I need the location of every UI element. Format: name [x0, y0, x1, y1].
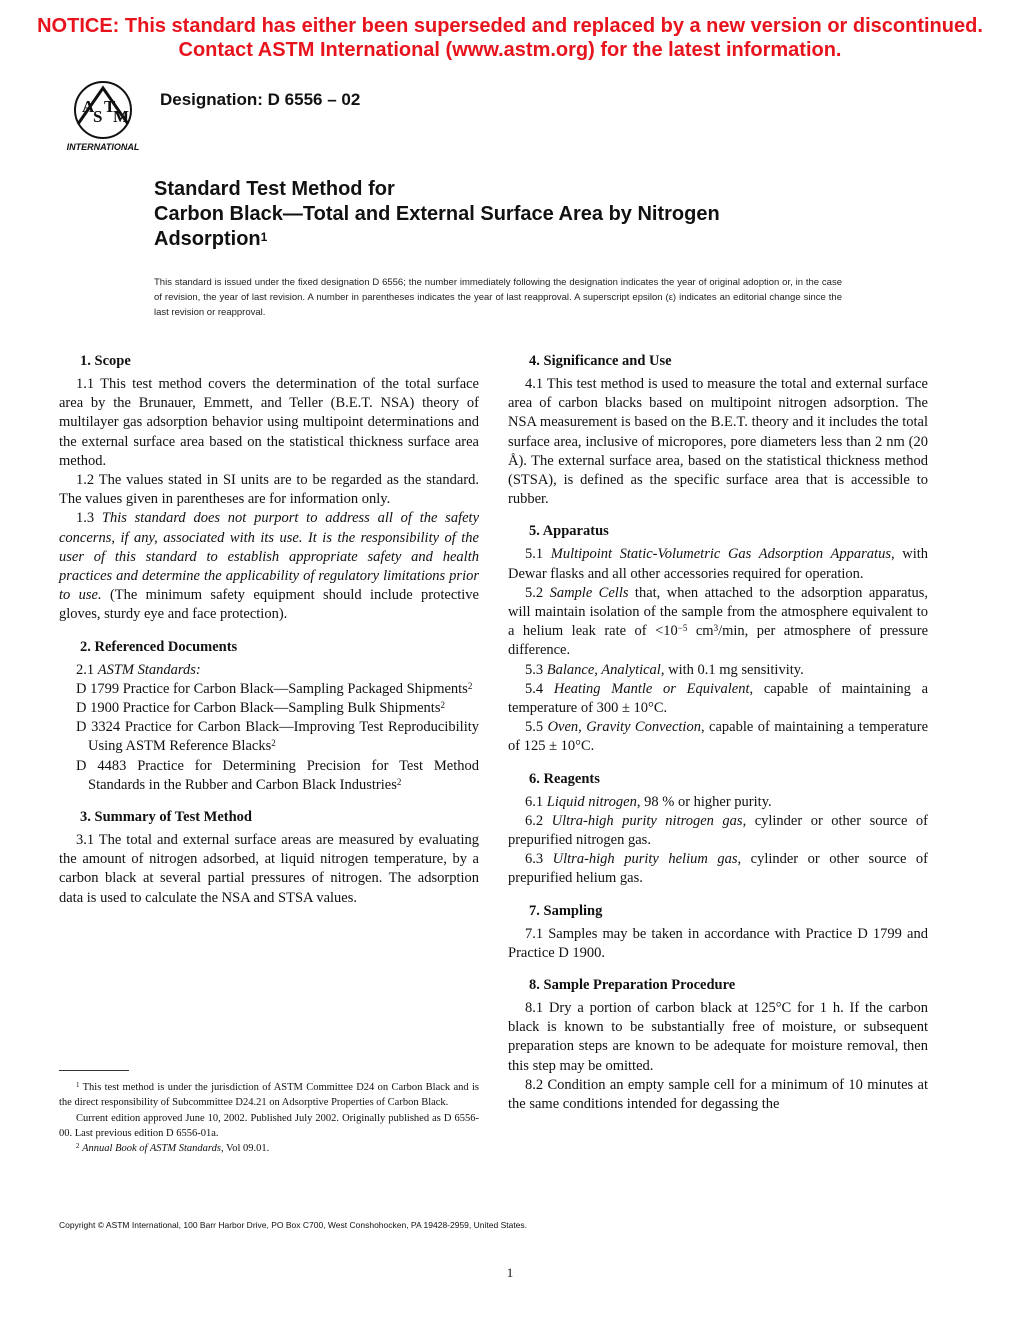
reference-item: [59, 718, 479, 756]
footnote-2-rest: , Vol 09.01.: [220, 1143, 270, 1155]
para-6-2: [508, 812, 928, 850]
footnote-2-italic: Annual Book of ASTM Standards: [82, 1143, 221, 1155]
section-3-heading: 3. Summary of Test Method: [80, 809, 252, 826]
para-1-3-rest: (The minimum safety equipment should include protective gloves, sturdy eye and face protection).: [59, 587, 479, 623]
para-3-1: 3.1 The total and external surface areas are measured by evaluating the amount of nitrogen adsorbed, at liquid nitrogen temperature, by a carbon black at several partial pressures of nitrogen. The adsorption data is used to calculate the NSA and STSA values.: [59, 832, 479, 906]
reference-text: D 3324 Practice for Carbon Black—Improving Test Reproducibility Using ASTM Reference Blacks: [76, 719, 479, 755]
para-5-2-rest-c: /min, per atmosphere of pressure difference.: [508, 623, 929, 659]
reference-sup: 2: [467, 680, 473, 691]
para-4-1: 4.1 This test method is used to measure the total and external surface area of carbon blacks based on multipoint nitrogen adsorption. The NSA measurement is based on the B.E.T. theory and it includes the total surface area, inclusive of micropores, pore diameters less than 2 nm (20 Å). The external surface area, based on the statistical thickness method (STSA), is defined as the specific surface area that is accessible to rubber.: [508, 376, 928, 508]
para-5-5: [508, 718, 928, 756]
para-6-3: [508, 850, 928, 888]
section-5-heading: 5. Apparatus: [529, 523, 609, 540]
para-5-2-rest-b: cm: [687, 623, 714, 640]
para-5-3-rest: , with 0.1 mg sensitivity.: [660, 661, 804, 678]
designation: Designation: D 6556 – 02: [160, 90, 361, 109]
para-5-4: [508, 680, 928, 718]
section-6-heading: 6. Reagents: [529, 770, 600, 787]
para-6-3-rest: , cylinder or other source of prepurified helium gas.: [508, 851, 928, 887]
para-6-3-italic: Ultra-high purity helium gas: [552, 851, 738, 868]
section-4-heading: 4. Significance and Use: [529, 353, 672, 369]
document-title: [154, 177, 914, 252]
footnote-1: [59, 1080, 479, 1111]
section-7-heading: 7. Sampling: [529, 902, 603, 919]
para-1-3-italic: This standard does not purport to address all of the safety concerns, if any, associated with its use. It is the responsibility of the user of this standard to establish appropriate safety and health practices and determine the applicability of regulatory limitations prior to use.: [59, 510, 480, 604]
para-5-1-italic: Multipoint Static-Volumetric Gas Adsorption Apparatus: [550, 546, 891, 563]
title-line-1: Standard Test Method for: [154, 178, 395, 200]
svg-text:M: M: [113, 107, 130, 126]
para-1-1: 1.1 This test method covers the determination of the total surface area by the Brunauer, Emmett, and Teller (B.E.T. NSA) theory of multilayer gas adsorption behavior using multipoint determinations and the external surface area based on the statistical thickness surface area method.: [59, 376, 479, 469]
issue-note: This standard is issued under the fixed designation D 6556; the number immediately following the designation indicates the year of original adoption or, in the case of revision, the year of last revision. A number in parentheses indicates the year of last reapproval. A superscript epsilon (ε) indicates an editorial change since the last revision or reapproval.: [154, 277, 842, 318]
para-5-2-sup1: −5: [677, 623, 688, 634]
reference-sup: 2: [396, 776, 402, 787]
para-8-2: 8.2 Condition an empty sample cell for a minimum of 10 minutes at the same conditions intended for degassing the: [508, 1076, 928, 1113]
svg-text:S: S: [93, 107, 103, 126]
astm-international-logo-icon: [60, 80, 146, 154]
para-5-3-num: 5.3: [525, 661, 547, 678]
para-5-5-num: 5.5: [525, 719, 548, 736]
footnote-2: [59, 1141, 479, 1156]
para-5-3-italic: Balance, Analytical: [546, 661, 661, 678]
copyright: Copyright © ASTM International, 100 Barr Harbor Drive, PO Box C700, West Conshohocken, PA 19428-2959, United States.: [59, 1220, 528, 1230]
para-5-2-num: 5.2: [525, 584, 550, 601]
para-5-2-italic: Sample Cells: [549, 584, 629, 601]
logo-text: INTERNATIONAL: [66, 142, 140, 152]
svg-text:T: T: [104, 97, 116, 116]
footnote-1-mark: 1: [76, 1081, 80, 1089]
para-2-1: [59, 661, 479, 680]
reference-text: D 1900 Practice for Carbon Black—Sampling Bulk Shipments: [76, 700, 441, 717]
section-2-heading: 2. Referenced Documents: [80, 638, 238, 655]
astm-logo: [60, 80, 146, 154]
reference-item: [59, 699, 479, 718]
reference-sup: 2: [271, 738, 276, 749]
para-5-5-rest: , capable of maintaining a temperature of 125 ± 10°C.: [508, 719, 929, 755]
para-6-3-num: 6.3: [525, 851, 553, 868]
left-column: [59, 352, 479, 908]
para-6-1-rest: , 98 % or higher purity.: [636, 793, 772, 810]
para-5-2: [508, 584, 928, 661]
section-1-heading: 1. Scope: [80, 353, 131, 369]
para-5-3: [508, 661, 928, 680]
para-8-1: 8.1 Dry a portion of carbon black at 125°C for 1 h. If the carbon black is known to be substantially free of moisture, or subsequent preparation steps are known to be adequate for moisture removal, then this step may be omitted.: [508, 1000, 928, 1074]
para-1-3: [59, 509, 479, 624]
para-7-1: 7.1 Samples may be taken in accordance with Practice D 1799 and Practice D 1900.: [508, 925, 928, 961]
notice-banner: [0, 14, 1020, 62]
footnote-1-text: This test method is under the jurisdiction of ASTM Committee D24 on Carbon Black and is the direct responsibility of Subcommittee D24.21 on Adsorptive Properties of Carbon Black.: [59, 1082, 479, 1109]
svg-text:A: A: [82, 97, 95, 116]
para-5-2-sup2: 3: [713, 623, 719, 634]
para-6-1-num: 6.1: [525, 793, 547, 810]
title-line-3-text: Adsorption: [154, 228, 261, 250]
footnote-divider: [59, 1070, 129, 1071]
right-column: [508, 352, 928, 1114]
notice-line-2: Contact ASTM International (www.astm.org) for the latest information.: [178, 39, 842, 61]
para-1-3-num: 1.3: [76, 510, 102, 527]
para-5-1: [508, 545, 928, 583]
para-2-1-italic: ASTM Standards:: [97, 661, 201, 678]
reference-item: [59, 757, 479, 795]
footnote-2-mark: 2: [76, 1142, 80, 1151]
reference-sup: 2: [440, 700, 445, 711]
title-footnote-mark: 1: [260, 230, 268, 244]
para-6-2-num: 6.2: [525, 812, 552, 829]
title-line-2: Carbon Black—Total and External Surface Area by Nitrogen: [154, 203, 720, 225]
para-5-5-italic: Oven, Gravity Convection: [547, 719, 701, 736]
para-5-4-num: 5.4: [525, 680, 554, 697]
reference-text: D 4483 Practice for Determining Precision for Test Method Standards in the Rubber and Carbon Black Industries: [76, 757, 479, 793]
para-5-2-rest-a: that, when attached to the adsorption apparatus, will maintain isolation of the sample from the atmosphere equivalent to a helium leak rate of <10: [508, 584, 929, 640]
reference-list: [59, 680, 479, 795]
reference-text: D 1799 Practice for Carbon Black—Sampling Packaged Shipments: [76, 680, 468, 697]
para-6-1-italic: Liquid nitrogen: [546, 793, 637, 810]
footnote-1b: Current edition approved June 10, 2002. Published July 2002. Originally published as D 6556-00. Last previous edition D 6556-01a.: [59, 1112, 479, 1139]
para-5-4-italic: Heating Mantle or Equivalent: [553, 680, 750, 697]
para-6-2-rest: , cylinder or other source of prepurified nitrogen gas.: [508, 812, 929, 849]
para-5-1-rest: , with Dewar flasks and all other accessories required for operation.: [508, 546, 929, 582]
page-number: 1: [506, 1265, 514, 1280]
para-1-2: 1.2 The values stated in SI units are to be regarded as the standard. The values given in parentheses are for information only.: [59, 472, 479, 508]
para-6-2-italic: Ultra-high purity nitrogen gas: [551, 812, 743, 829]
para-5-4-rest: , capable of maintaining a temperature of 300 ± 10°C.: [508, 680, 929, 717]
title-line-3: [154, 227, 914, 252]
notice-line-1: NOTICE: This standard has either been superseded and replaced by a new version or discontinued.: [37, 15, 983, 37]
reference-item: [59, 680, 479, 699]
section-8-heading: 8. Sample Preparation Procedure: [529, 977, 736, 994]
para-5-1-num: 5.1: [525, 546, 551, 563]
para-6-1: [508, 793, 928, 812]
para-2-1-num: 2.1: [76, 661, 98, 678]
footnotes: [59, 1080, 479, 1156]
